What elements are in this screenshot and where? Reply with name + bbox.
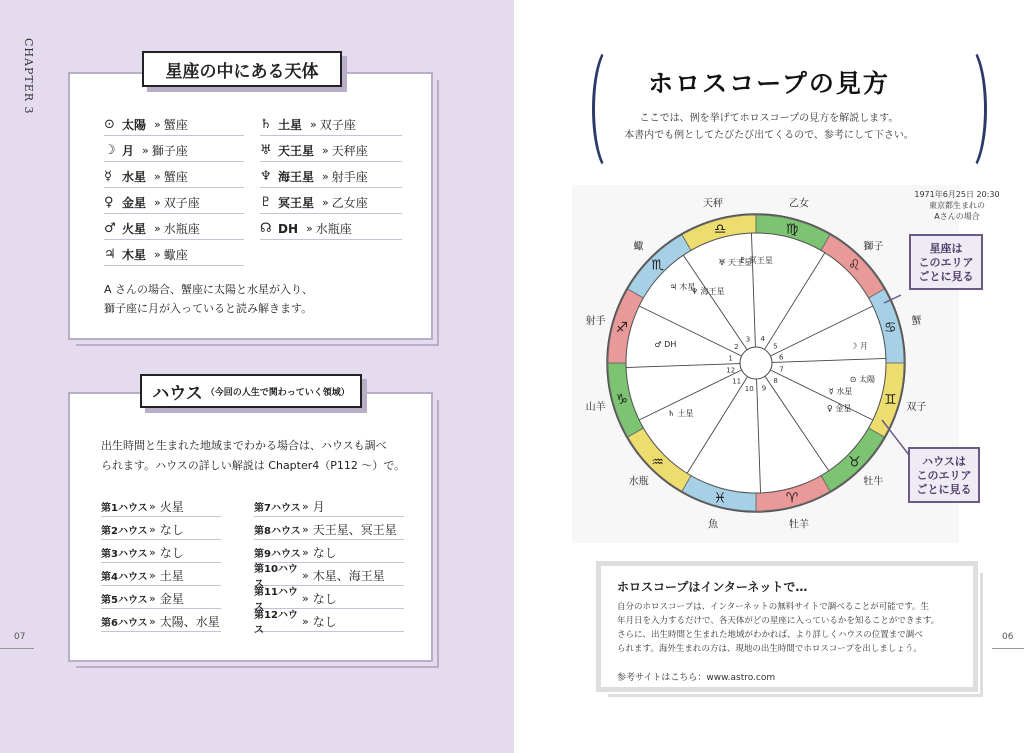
- page-number-left: 07: [14, 632, 26, 642]
- arrow-icon: »: [302, 499, 309, 513]
- planet-symbol-icon: ♅: [260, 143, 272, 158]
- page-number-right: 06: [1002, 632, 1014, 642]
- sign-glyph-icon: ♓: [713, 490, 727, 507]
- sign-callout-line-1: 星座は: [929, 242, 963, 255]
- house-value: なし: [312, 545, 337, 560]
- planet-symbol-icon: ⊙: [104, 117, 115, 132]
- house-number: 6: [778, 353, 784, 362]
- house-name: 第1ハウス: [101, 502, 148, 514]
- sign-callout-line-3: ごとに見る: [918, 270, 974, 283]
- house-value: 月: [312, 499, 325, 514]
- house-value: 金星: [159, 591, 184, 606]
- arrow-icon: »: [302, 568, 309, 582]
- house-number: 4: [760, 334, 765, 343]
- planet-name: 木星: [122, 248, 147, 262]
- planet-name: 太陽: [122, 118, 147, 132]
- arrow-icon: »: [149, 568, 156, 582]
- house-value: 天王星、冥王星: [312, 522, 397, 537]
- planet-sign: 蟹座: [163, 118, 188, 132]
- horoscope-chart-box: [572, 185, 959, 543]
- house-row: [101, 542, 221, 563]
- sign-glyph-icon: ♈: [785, 490, 799, 507]
- sign-label: 乙女: [788, 198, 809, 210]
- planet-sign: 双子座: [163, 196, 200, 210]
- planet-mark: ♀ 金星: [826, 404, 852, 413]
- house-name: 第6ハウス: [101, 617, 148, 629]
- sign-label: 天秤: [703, 198, 724, 210]
- internet-box-title: ホロスコープはインターネットで…: [617, 580, 808, 594]
- planet-symbol-icon: ☊: [260, 221, 272, 236]
- sign-label: 水瓶: [628, 476, 649, 488]
- house-number: 3: [745, 335, 751, 344]
- planet-mark: ♅ 天王星: [718, 258, 753, 268]
- planet-sign: 射手座: [331, 170, 368, 184]
- house-number: 12: [726, 366, 736, 375]
- planets-note-1: A さんの場合、蟹座に太陽と水星が入り、: [104, 283, 314, 296]
- planet-mark: ♄ 土星: [667, 408, 694, 418]
- planet-name: 天王星: [278, 144, 315, 158]
- house-number: 10: [744, 385, 754, 394]
- houses-card-title: [140, 374, 362, 408]
- sign-label: 魚: [708, 519, 719, 531]
- house-name: 第12ハウス: [254, 610, 298, 636]
- arrow-icon: »: [306, 222, 313, 235]
- planet-name: 水星: [122, 170, 147, 184]
- house-number: 8: [773, 377, 778, 386]
- planet-sign: 双子座: [319, 118, 356, 132]
- planet-name: 火星: [122, 222, 147, 236]
- house-value: なし: [312, 591, 337, 606]
- planet-name: 土星: [278, 118, 303, 132]
- planet-name: 冥王星: [278, 196, 315, 210]
- internet-box: [596, 561, 978, 692]
- arrow-icon: »: [154, 170, 161, 183]
- planet-row: [104, 140, 244, 162]
- planet-mark: ♃ 木星: [669, 282, 696, 292]
- house-row: [101, 588, 221, 609]
- houses-intro-2: られます。ハウスの詳しい解説は Chapter4（P112 〜）で。: [101, 459, 406, 472]
- planet-row: [104, 244, 244, 266]
- planet-name: 月: [122, 144, 135, 158]
- page-number-rule: [0, 648, 34, 649]
- sign-callout-line-2: このエリア: [918, 256, 974, 269]
- house-row: [101, 519, 221, 540]
- planet-name: DH: [278, 221, 299, 236]
- house-number: 11: [732, 377, 742, 386]
- sign-glyph-icon: ♒: [651, 454, 664, 471]
- house-value: なし: [159, 522, 184, 537]
- arrow-icon: »: [149, 499, 156, 513]
- sign-label: 射手: [585, 316, 606, 328]
- reference-link[interactable]: 参考サイトはこちら：www.astro.com: [617, 673, 776, 683]
- planet-mark: ⊙ 太陽: [849, 374, 875, 384]
- house-value: 土星: [159, 568, 184, 583]
- planet-name: 金星: [122, 196, 147, 210]
- planet-row: [104, 192, 244, 214]
- planet-sign: 天秤座: [331, 144, 368, 158]
- arrow-icon: »: [302, 591, 309, 605]
- house-name: 第4ハウス: [101, 571, 148, 583]
- planet-mark: ♂ DH: [654, 340, 677, 350]
- arrow-icon: »: [149, 614, 156, 628]
- internet-body-3: さらに、出生時間と生まれた地域がわかれば、より詳しくハウスの位置まで調べ: [617, 630, 923, 640]
- birth-person: Aさんの場合: [934, 212, 980, 221]
- house-value: なし: [159, 545, 184, 560]
- house-name: 第9ハウス: [254, 548, 301, 560]
- house-number: 5: [773, 342, 778, 351]
- arrow-icon: »: [322, 170, 329, 183]
- arrow-icon: »: [310, 118, 317, 131]
- house-name: 第3ハウス: [101, 548, 148, 560]
- house-row: [101, 496, 221, 517]
- sign-label: 獅子: [863, 241, 884, 253]
- planet-sign: 蟹座: [163, 170, 188, 184]
- sign-glyph-icon: ♋: [883, 320, 897, 337]
- house-callout-line-2: このエリア: [916, 469, 972, 482]
- arrow-icon: »: [142, 144, 149, 157]
- house-number: 7: [779, 365, 784, 374]
- planet-symbol-icon: ♄: [260, 117, 272, 132]
- house-callout: [908, 447, 980, 503]
- arrow-icon: »: [154, 118, 161, 131]
- right-page: [514, 0, 1024, 753]
- planet-mark: ☽ 月: [850, 341, 868, 351]
- planet-mark: ☿ 水星: [828, 386, 853, 396]
- planet-row: [260, 218, 402, 240]
- house-value: 太陽、水星: [159, 614, 220, 629]
- house-row: [101, 565, 221, 586]
- planet-mark: ♇ 冥王星: [739, 256, 773, 265]
- houses-intro-1: 出生時間と生まれた地域までわかる場合は、ハウスも調べ: [101, 439, 387, 452]
- planet-symbol-icon: ♆: [260, 169, 272, 184]
- horoscope-wheel: [572, 185, 959, 543]
- arrow-icon: »: [149, 591, 156, 605]
- chapter-label: CHAPTER 3: [22, 38, 35, 115]
- sign-label: 牡牛: [863, 476, 884, 488]
- sign-glyph-icon: ♐: [615, 320, 629, 337]
- planet-row: [260, 192, 402, 214]
- arrow-icon: »: [149, 545, 156, 559]
- planet-sign: 水瓶座: [315, 222, 352, 236]
- planet-row: [104, 166, 244, 188]
- planet-sign: 蠍座: [163, 248, 188, 262]
- planet-symbol-icon: ♇: [260, 195, 272, 210]
- sign-glyph-icon: ♊: [883, 391, 897, 408]
- arrow-icon: »: [322, 196, 329, 209]
- sign-glyph-icon: ♏: [651, 257, 664, 274]
- house-name: 第8ハウス: [254, 525, 301, 537]
- house-row: [254, 519, 404, 540]
- house-callout-line-3: ごとに見る: [916, 483, 972, 496]
- sign-label: 蟹: [911, 316, 922, 328]
- page-intro-line-1: ここでは、例を挙げてホロスコープの見方を解説します。: [639, 113, 899, 124]
- internet-box-body: [617, 600, 967, 656]
- arrow-icon: »: [154, 222, 161, 235]
- wheel-center-circle: [740, 347, 772, 379]
- arrow-icon: »: [149, 522, 156, 536]
- houses-subtitle: （今回の人生で関わっていく領域）: [205, 387, 350, 398]
- sign-label: 山羊: [585, 401, 606, 413]
- planets-card-title: 星座の中にある天体: [142, 51, 342, 87]
- planet-row: [260, 114, 402, 136]
- arrow-icon: »: [154, 248, 161, 261]
- sign-label: 蠍: [633, 241, 644, 253]
- planet-symbol-icon: ♀: [104, 195, 114, 210]
- planet-row: [260, 140, 402, 162]
- houses-title: ハウス: [152, 383, 203, 404]
- sign-glyph-icon: ♑: [615, 391, 629, 408]
- planet-row: [104, 114, 244, 136]
- planet-symbol-icon: ♂: [104, 221, 116, 236]
- sign-callout: [909, 234, 983, 290]
- house-callout-pointer: [882, 420, 909, 455]
- internet-body-1: 自分のホロスコープは、インターネットの無料サイトで調べることが可能です。生: [617, 602, 930, 612]
- house-number: 9: [761, 384, 767, 393]
- planet-mark: ♆ 海王星: [690, 287, 725, 297]
- house-name: 第7ハウス: [254, 502, 301, 514]
- planet-sign: 水瓶座: [163, 222, 200, 236]
- house-name: 第2ハウス: [101, 525, 148, 537]
- arrow-icon: »: [302, 545, 309, 559]
- planet-symbol-icon: ♃: [104, 247, 116, 262]
- birth-place: 東京都生まれの: [929, 201, 985, 210]
- page-intro: [514, 110, 1024, 144]
- sign-glyph-icon: ♍: [785, 221, 799, 238]
- planet-row: [260, 166, 402, 188]
- planet-symbol-icon: ☿: [104, 169, 112, 184]
- planet-symbol-icon: ☽: [104, 143, 116, 158]
- page-intro-line-2: 本書内でも例としてたびたび出てくるので、参考にして下さい。: [624, 130, 914, 141]
- house-row: [254, 610, 404, 636]
- house-name: 第5ハウス: [101, 594, 148, 606]
- planet-sign: 乙女座: [331, 196, 368, 210]
- sign-label: 牡羊: [788, 519, 809, 531]
- planet-sign: 獅子座: [151, 144, 188, 158]
- house-value: なし: [312, 614, 337, 629]
- house-name: 第11ハウス: [254, 587, 298, 613]
- page-number-rule-right: [992, 648, 1024, 649]
- planets-note-2: 獅子座に月が入っていると読み解きます。: [104, 302, 313, 315]
- arrow-icon: »: [154, 196, 161, 209]
- page-title: ホロスコープの見方: [648, 69, 890, 98]
- house-row: [254, 496, 404, 517]
- house-row: [101, 611, 221, 632]
- house-value: 火星: [159, 499, 184, 514]
- sign-glyph-icon: ♎: [713, 221, 727, 238]
- house-name: 第10ハウス: [254, 564, 298, 590]
- sign-glyph-icon: ♉: [848, 454, 861, 471]
- arrow-icon: »: [302, 614, 309, 628]
- house-number: 2: [734, 342, 739, 351]
- sign-glyph-icon: ♌: [848, 257, 861, 274]
- house-callout-line-1: ハウスは: [922, 455, 966, 468]
- birth-date: 1971年6月25日 20:30: [914, 190, 1000, 199]
- arrow-icon: »: [322, 144, 329, 157]
- planet-row: [104, 218, 244, 240]
- arrow-icon: »: [302, 522, 309, 536]
- internet-body-2: 年月日を入力するだけで、各天体がどの星座に入っているかを知ることができます。: [617, 616, 940, 626]
- internet-body-4: られます。海外生まれの方は、現地の出生時間でホロスコープを出しましょう。: [617, 644, 922, 654]
- birth-info: [902, 189, 1012, 222]
- planet-name: 海王星: [278, 170, 315, 184]
- house-number: 1: [728, 354, 733, 363]
- house-value: 木星、海王星: [312, 568, 385, 583]
- sign-label: 双子: [906, 401, 927, 413]
